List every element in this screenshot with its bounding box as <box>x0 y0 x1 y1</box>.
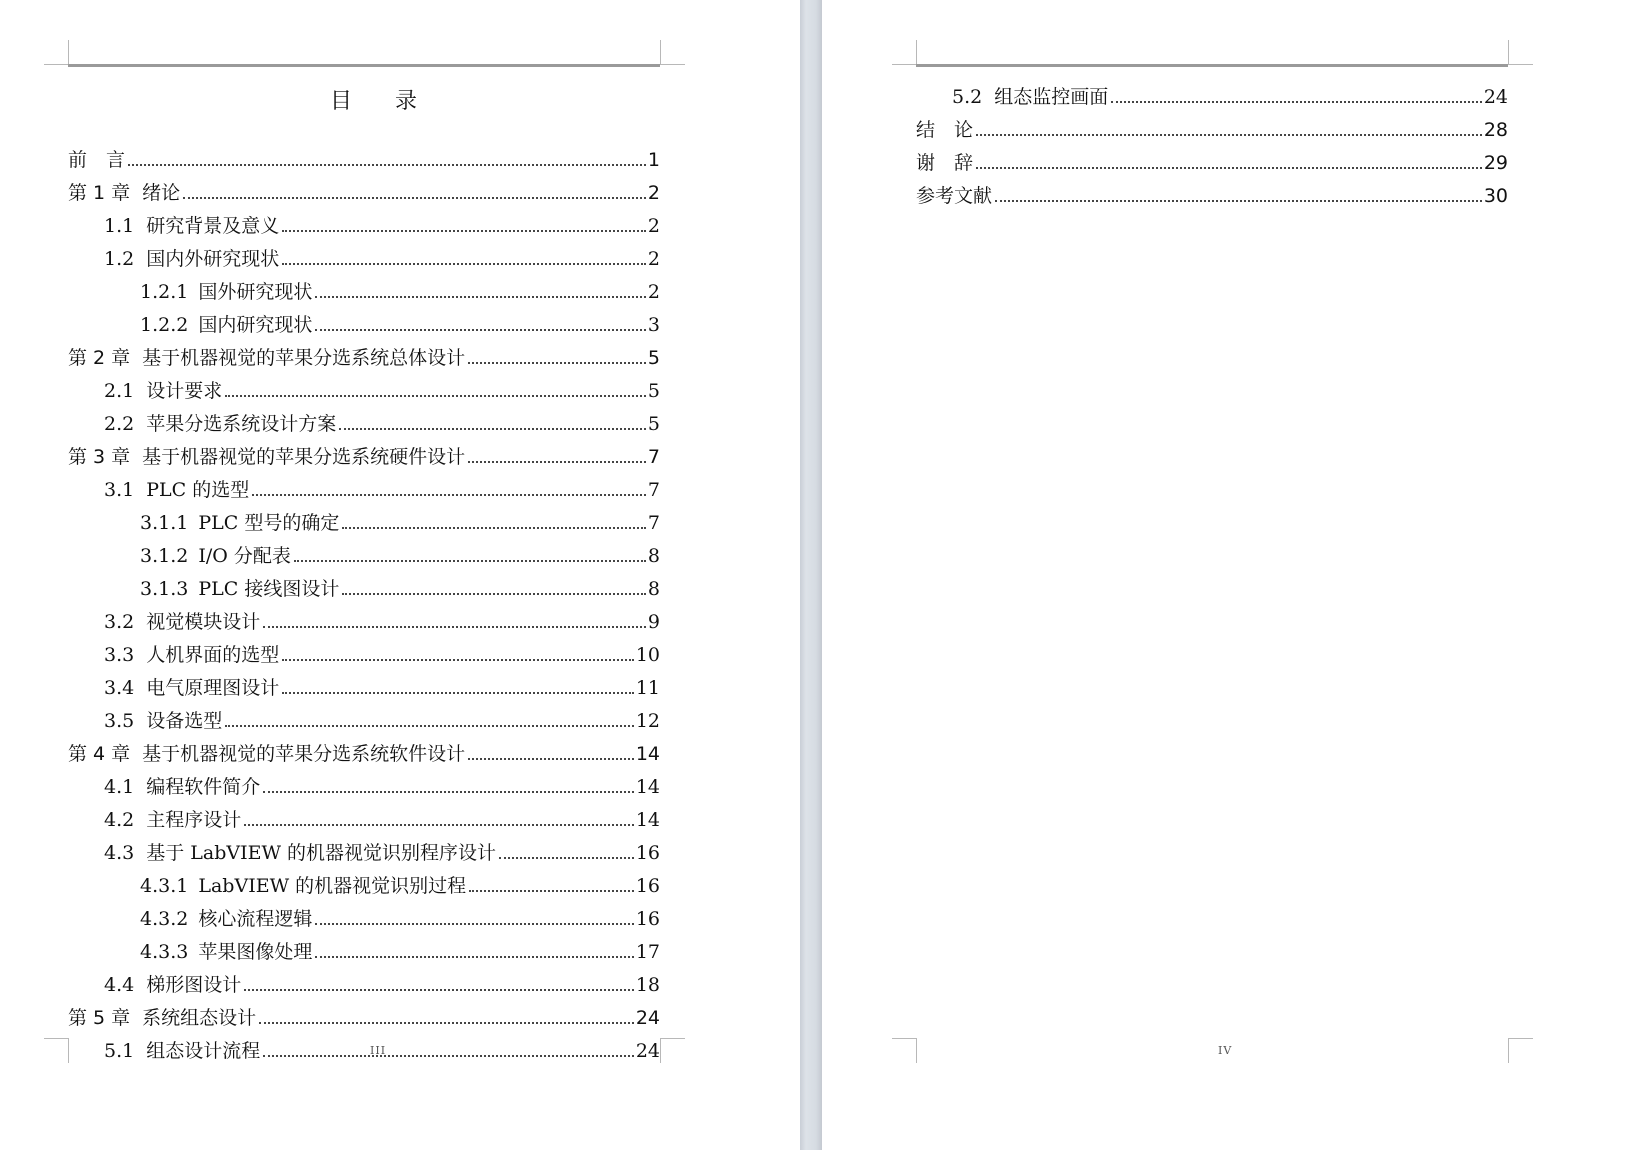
toc-dot-leader <box>468 362 646 364</box>
toc-entry-page: 11 <box>635 677 660 699</box>
toc-entry-number: 前 言 <box>68 149 126 171</box>
toc-entry-number: 3.3 <box>104 644 135 666</box>
toc-entry-number: 2.1 <box>104 380 135 402</box>
toc-dot-leader <box>294 560 646 562</box>
toc-entry-page: 24 <box>635 1007 660 1029</box>
toc-entry-number: 3.2 <box>104 611 135 633</box>
toc-entry[interactable] <box>68 1004 660 1030</box>
toc-entry[interactable] <box>68 278 660 304</box>
toc-entry-number: 5.2 <box>952 86 983 108</box>
toc-entry-title: 主程序设计 <box>146 809 242 831</box>
toc-entry-number: 4.3 <box>104 842 135 864</box>
toc-entry-page: 2 <box>647 248 660 270</box>
toc-entry-title: I/O 分配表 <box>198 545 291 567</box>
toc-entry-title: 梯形图设计 <box>146 974 242 996</box>
page-gutter <box>800 0 822 1150</box>
toc-entry-number: 1.2.2 <box>140 314 189 336</box>
toc-entry[interactable] <box>68 773 660 799</box>
toc-dot-leader <box>976 134 1482 136</box>
toc-entry[interactable] <box>916 83 1508 109</box>
toc-dot-leader <box>183 197 646 199</box>
toc-entry-title: 人机界面的选型 <box>146 644 280 666</box>
toc-dot-leader <box>263 626 646 628</box>
toc-entry[interactable] <box>68 938 660 964</box>
toc-entry-title: 绪论 <box>142 182 181 204</box>
toc-entry-title: 电气原理图设计 <box>146 677 280 699</box>
toc-dot-leader <box>315 923 633 925</box>
toc-entry[interactable] <box>68 509 660 535</box>
toc-entry-title: 编程软件简介 <box>146 776 261 798</box>
toc-entry-page: 14 <box>635 743 660 765</box>
toc-entry-page: 7 <box>647 479 660 501</box>
toc-entry-title: 基于机器视觉的苹果分选系统硬件设计 <box>142 446 466 468</box>
toc-entry-title: PLC 型号的确定 <box>198 512 340 534</box>
crop-mark-top-left <box>44 40 69 65</box>
toc-entry-title: 基于机器视觉的苹果分选系统总体设计 <box>142 347 466 369</box>
toc-entry-number: 4.4 <box>104 974 135 996</box>
toc-entry[interactable] <box>68 839 660 865</box>
toc-entry-page: 2 <box>647 182 660 204</box>
toc-entry-page: 5 <box>647 380 660 402</box>
toc-entry-page: 7 <box>647 512 660 534</box>
toc-entry-title: 核心流程逻辑 <box>198 908 313 930</box>
toc-entry[interactable] <box>68 905 660 931</box>
toc-entry-title: 视觉模块设计 <box>146 611 261 633</box>
toc-entry-page: 2 <box>647 281 660 303</box>
toc-entry[interactable] <box>68 443 660 469</box>
toc-title: 目 录 <box>330 89 435 114</box>
toc-dot-leader <box>342 527 646 529</box>
toc-entry-page: 7 <box>647 446 660 468</box>
toc-dot-leader <box>282 230 646 232</box>
toc-entry-number: 第 1 章 <box>68 182 131 204</box>
toc-entry-number: 3.1.1 <box>140 512 189 534</box>
toc-entry-number: 第 5 章 <box>68 1007 131 1029</box>
toc-dot-leader <box>282 263 646 265</box>
toc-entry-title: 系统组态设计 <box>142 1007 257 1029</box>
toc-entry-page: 18 <box>635 974 660 996</box>
toc-entry-number: 4.3.2 <box>140 908 189 930</box>
toc-entry[interactable] <box>68 971 660 997</box>
toc-entry-title: PLC 接线图设计 <box>198 578 340 600</box>
toc-entry-page: 14 <box>635 809 660 831</box>
document-page-right <box>822 0 1651 1150</box>
crop-mark-top-right <box>660 40 685 65</box>
toc-dot-leader <box>282 692 634 694</box>
toc-entry-number: 1.2.1 <box>140 281 189 303</box>
toc-entry-title: 设备选型 <box>146 710 223 732</box>
toc-entry[interactable] <box>68 542 660 568</box>
toc-entry-page: 17 <box>635 941 660 963</box>
toc-entry-title: 苹果图像处理 <box>198 941 313 963</box>
toc-entry-number: 5.1 <box>104 1040 135 1062</box>
toc-dot-leader <box>315 296 646 298</box>
toc-dot-leader <box>244 824 634 826</box>
toc-entry-page: 14 <box>635 776 660 798</box>
toc-entry-page: 5 <box>647 413 660 435</box>
toc-entry-number: 4.1 <box>104 776 135 798</box>
toc-entry[interactable] <box>68 146 660 172</box>
toc-entry[interactable] <box>68 608 660 634</box>
toc-entry-number: 3.4 <box>104 677 135 699</box>
toc-entry-title: 国外研究现状 <box>198 281 313 303</box>
page-number-footer: III <box>370 1044 387 1057</box>
toc-entry[interactable] <box>68 212 660 238</box>
toc-dot-leader <box>499 857 634 859</box>
toc-entry[interactable] <box>68 740 660 766</box>
toc-entry-number: 1.1 <box>104 215 135 237</box>
toc-entry[interactable] <box>68 674 660 700</box>
toc-entry[interactable] <box>68 707 660 733</box>
toc-entry-page: 29 <box>1483 152 1508 174</box>
toc-dot-leader <box>339 428 646 430</box>
toc-entry-page: 8 <box>647 545 660 567</box>
toc-entry-page: 16 <box>635 875 660 897</box>
crop-mark-bottom-left <box>44 1038 69 1063</box>
toc-dot-leader <box>259 1022 634 1024</box>
toc-entry-page: 28 <box>1483 119 1508 141</box>
toc-dot-leader <box>468 461 646 463</box>
toc-entry[interactable] <box>68 641 660 667</box>
toc-entry-number: 结 论 <box>916 119 974 141</box>
toc-entry-page: 1 <box>647 149 660 171</box>
toc-entry-number: 3.1.3 <box>140 578 189 600</box>
toc-dot-leader <box>976 167 1482 169</box>
toc-dot-leader <box>469 890 634 892</box>
toc-entry-number: 第 2 章 <box>68 347 131 369</box>
toc-entry-title: PLC 的选型 <box>146 479 250 501</box>
toc-entry-title: 基于 LabVIEW 的机器视觉识别程序设计 <box>146 842 497 864</box>
toc-entry-number: 2.2 <box>104 413 135 435</box>
toc-entry[interactable] <box>68 311 660 337</box>
toc-dot-leader <box>1111 101 1482 103</box>
toc-entry-title: 苹果分选系统设计方案 <box>146 413 337 435</box>
toc-entry[interactable] <box>68 410 660 436</box>
crop-mark-bottom-right <box>660 1038 685 1063</box>
toc-entry-page: 3 <box>647 314 660 336</box>
toc-entry-number: 3.1 <box>104 479 135 501</box>
crop-mark-bottom-right <box>1508 1038 1533 1063</box>
toc-entry-title: 基于机器视觉的苹果分选系统软件设计 <box>142 743 466 765</box>
toc-entry[interactable] <box>916 149 1508 175</box>
toc-entry-title: 设计要求 <box>146 380 223 402</box>
toc-entry-page: 5 <box>647 347 660 369</box>
toc-entry-title: 组态监控画面 <box>994 86 1109 108</box>
toc-entry-page: 24 <box>1483 86 1508 108</box>
toc-entry-number: 谢 辞 <box>916 152 974 174</box>
toc-entry-number: 3.1.2 <box>140 545 189 567</box>
toc-dot-leader <box>342 593 646 595</box>
toc-entry-page: 30 <box>1483 185 1508 207</box>
toc-entry-number: 4.2 <box>104 809 135 831</box>
toc-entry-title: 组态设计流程 <box>146 1040 261 1062</box>
toc-dot-leader <box>282 659 634 661</box>
toc-entry[interactable] <box>68 344 660 370</box>
toc-entry[interactable] <box>68 179 660 205</box>
toc-dot-leader <box>315 956 633 958</box>
toc-dot-leader <box>315 329 646 331</box>
toc-dot-leader <box>468 758 634 760</box>
toc-entry-page: 10 <box>635 644 660 666</box>
toc-dot-leader <box>263 791 634 793</box>
toc-entry-page: 16 <box>635 842 660 864</box>
toc-entry-page: 12 <box>635 710 660 732</box>
toc-dot-leader <box>225 395 646 397</box>
toc-entry-page: 2 <box>647 215 660 237</box>
toc-entry[interactable] <box>916 116 1508 142</box>
toc-entry-number: 3.5 <box>104 710 135 732</box>
toc-entry-number: 第 3 章 <box>68 446 131 468</box>
toc-entry-page: 16 <box>635 908 660 930</box>
toc-entry[interactable] <box>68 575 660 601</box>
toc-entry-number: 参考文献 <box>916 185 993 207</box>
toc-entry-page: 9 <box>647 611 660 633</box>
crop-mark-top-left <box>892 40 917 65</box>
toc-entry[interactable] <box>68 245 660 271</box>
toc-entry-page: 24 <box>635 1040 660 1062</box>
toc-dot-leader <box>263 1055 634 1057</box>
crop-mark-top-right <box>1508 40 1533 65</box>
toc-dot-leader <box>244 989 634 991</box>
toc-entry-title: 国内研究现状 <box>198 314 313 336</box>
toc-entry-number: 4.3.1 <box>140 875 189 897</box>
toc-entry-number: 4.3.3 <box>140 941 189 963</box>
toc-dot-leader <box>995 200 1482 202</box>
toc-entry[interactable] <box>68 377 660 403</box>
header-rule <box>68 64 660 67</box>
toc-entry-page: 8 <box>647 578 660 600</box>
toc-entry-number: 第 4 章 <box>68 743 131 765</box>
page-number-footer: IV <box>1218 1044 1233 1057</box>
toc-dot-leader <box>252 494 646 496</box>
toc-dot-leader <box>128 164 646 166</box>
crop-mark-bottom-left <box>892 1038 917 1063</box>
toc-entry[interactable] <box>916 182 1508 208</box>
toc-entry-title: LabVIEW 的机器视觉识别过程 <box>198 875 467 897</box>
toc-entry-title: 国内外研究现状 <box>146 248 280 270</box>
toc-entry-number: 1.2 <box>104 248 135 270</box>
toc-entry[interactable] <box>68 806 660 832</box>
toc-dot-leader <box>225 725 634 727</box>
toc-entry-title: 研究背景及意义 <box>146 215 280 237</box>
toc-entry[interactable] <box>68 1037 660 1063</box>
header-rule <box>916 64 1508 67</box>
toc-entry[interactable] <box>68 476 660 502</box>
toc-entry[interactable] <box>68 872 660 898</box>
document-page-left <box>0 0 800 1150</box>
